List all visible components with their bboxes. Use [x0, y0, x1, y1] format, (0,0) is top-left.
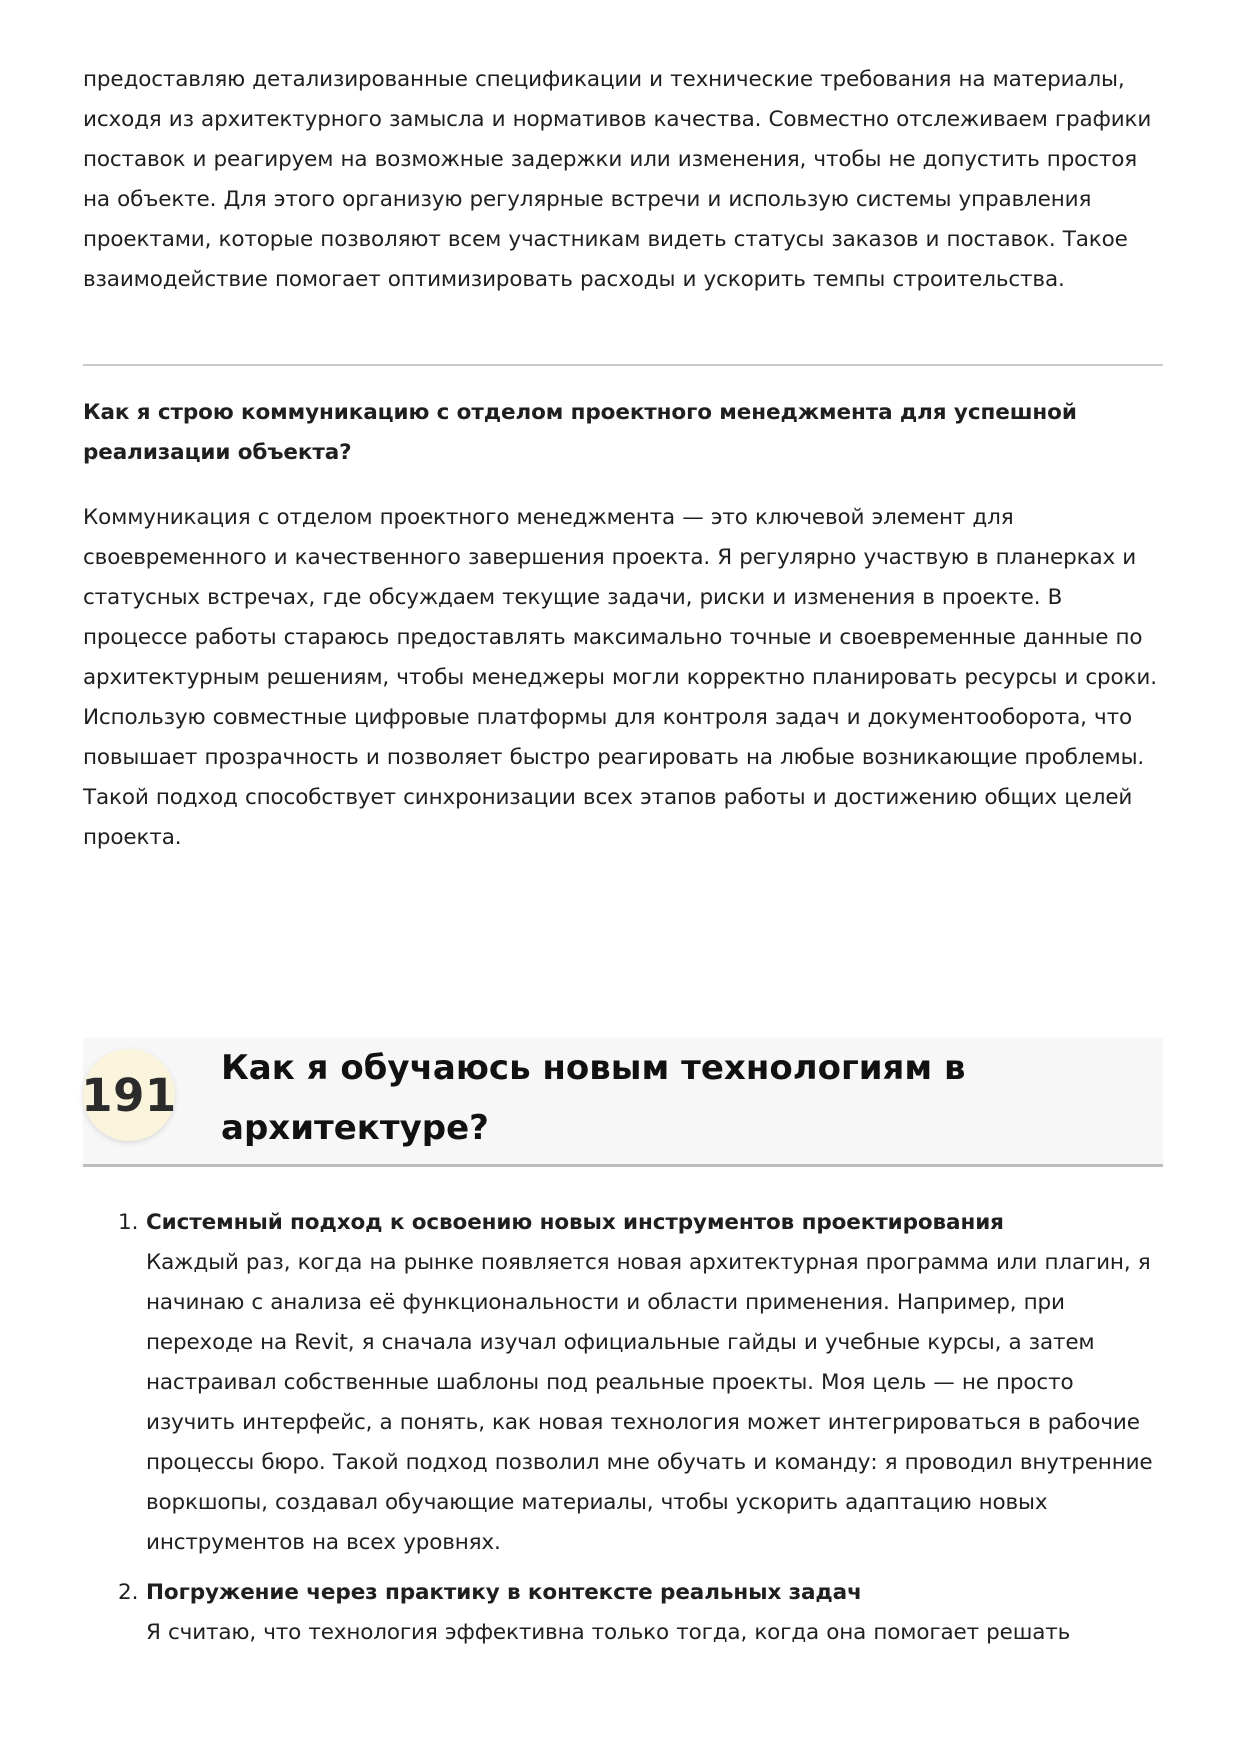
section-number-badge: 191 [83, 1049, 175, 1141]
list-item-title: Погружение через практику в контексте реальных задач [146, 1580, 862, 1605]
list-item-title: Системный подход к освоению новых инструментов проектирования [146, 1210, 1004, 1235]
list-item-body: Я считаю, что технология эффективна только тогда, когда она помогает решать [146, 1620, 1071, 1645]
question-heading: Как я строю коммуникацию с отделом проектного менеджмента для успешной реализации объекта? [83, 400, 1077, 465]
list-item [83, 1203, 1168, 1563]
divider [83, 364, 1163, 366]
answer-paragraph: Коммуникация с отделом проектного менеджмента — это ключевой элемент для своевременного и качественного завершения проекта. Я регулярно участвую в планерках и статусных встречах, где обсуждаем текущие задачи, риски и изменения в проекте. В процессе работы стараюсь предоставлять максимально точные и своевременные данные по архитектурным решениям, чтобы менеджеры могли корректно планировать ресурсы и сроки. Использую совместные цифровые платформы для контроля задач и документооборота, что повышает прозрачность и позволяет быстро реагировать на любые возникающие проблемы. Такой подход способствует синхронизации всех этапов работы и достижению общих целей проекта. [83, 505, 1157, 850]
intro-paragraph: предоставляю детализированные спецификации и технические требования на материалы, исходя из архитектурного замысла и нормативов качества. Совместно отслеживаем графики поставок и реагируем на возможные задержки или изменения, чтобы не допустить простоя на объекте. Для этого организую регулярные встречи и использую системы управления проектами, которые позволяют всем участникам видеть статусы заказов и поставок. Такое взаимодействие помогает оптимизировать расходы и ускорить темпы строительства. [83, 67, 1152, 292]
list-item [83, 1573, 1168, 1653]
list-item-number: 1. [118, 1210, 139, 1235]
section-divider [83, 1164, 1163, 1167]
numbered-list [83, 1203, 1168, 1663]
section-title: Как я обучаюсь новым технологиям в архитектуре? [221, 1048, 966, 1148]
section-header [83, 1038, 1163, 1164]
list-item-number: 2. [118, 1580, 139, 1605]
list-item-body: Каждый раз, когда на рынке появляется новая архитектурная программа или плагин, я начинаю с анализа её функциональности и области применения. Например, при переходе на Revit, я сначала изучал официальные гайды и учебные курсы, а затем настраивал собственные шаблоны под реальные проекты. Моя цель — не просто изучить интерфейс, а понять, как новая технология может интегрироваться в рабочие процессы бюро. Такой подход позволил мне обучать и команду: я проводил внутренние воркшопы, создавал обучающие материалы, чтобы ускорить адаптацию новых инструментов на всех уровнях. [146, 1250, 1153, 1555]
